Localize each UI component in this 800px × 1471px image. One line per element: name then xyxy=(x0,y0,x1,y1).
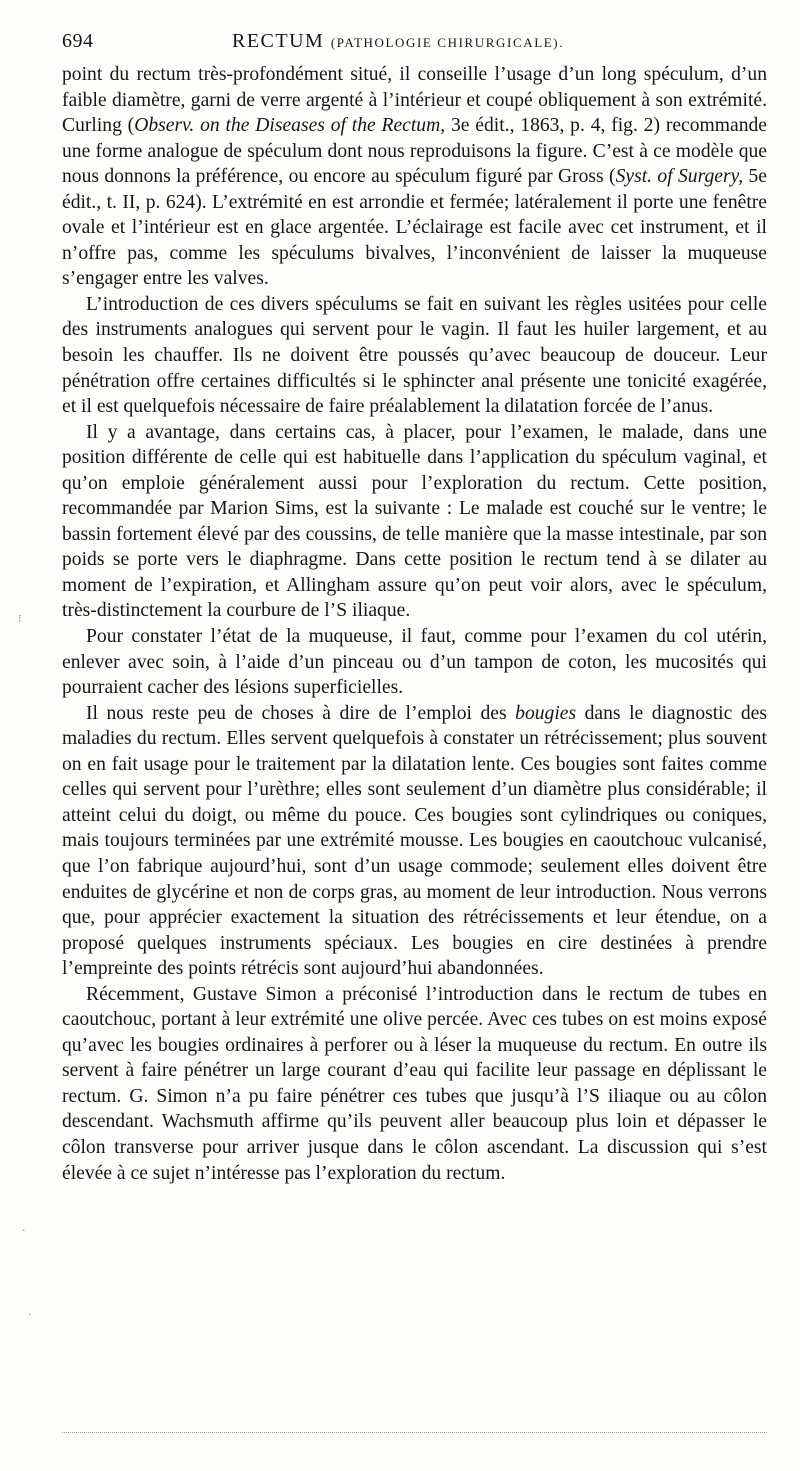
paragraph xyxy=(62,292,767,420)
text-run: L’introduction de ces divers spéculums se fait en suivant les règles usitées pour celle des instruments analogues qui servent pour le vagin. Il faut les huiler largement, et au besoin les chauffer. Ils ne doivent être poussés qu’avec beaucoup de douceur. Leur pénétration offre certaines difficultés si le sphincter anal présente une tonicité exagérée, et il est quelquefois nécessaire de faire préalablement la dilatation forcée de l’anus. xyxy=(62,293,767,418)
text-run: Récemment, Gustave Simon a préconisé l’introduction dans le rectum de tubes en caoutchouc, portant à leur extrémité une olive percée. Avec ces tubes on est moins exposé qu’avec les bougies ordinaires à perforer ou à léser la muqueuse du rectum. En outre ils servent à faire pénétrer un large courant d’eau qui facilite leur passage en déplissant le rectum. G. Simon n’a pu faire pénétrer ces tubes que jusqu’à l’S iliaque ou au côlon descendant. Wachsmuth affirme qu’ils peuvent aller beaucoup plus loin et dépasser le côlon transverse pour arriver jusque dans le côlon ascendant. La discussion qui s’est élevée à ce sujet n’intéresse pas l’exploration du rectum. xyxy=(62,983,767,1184)
running-title xyxy=(232,30,564,53)
running-header xyxy=(62,30,767,58)
italic-citation: Syst. of Surgery, xyxy=(615,166,744,188)
paragraph xyxy=(62,701,767,982)
text-run: dans le diagnostic des maladies du rectum. Elles servent quelquefois à constater un rétrécissement; plus souvent on en fait usage pour le traitement par la dilatation lente. Ces bougies sont faites comme celles qui servent pour l’urèthre; elles sont seulement d’un diamètre plus considérable; il atteint celui du doigt, ou même du pouce. Ces bougies sont cylindriques ou coniques, mais toujours terminées par une extrémité mousse. Les bougies en caoutchouc vulcanisé, que l’on fabrique aujourd’hui, sont d’un usage commode; seulement elles doivent être enduites de glycérine et non de corps gras, au moment de leur introduction. Nous verrons que, pour apprécier exactement la situation des rétrécissements et leur étendue, on a proposé quelques instruments spéciaux. Les bougies en cire destinées à prendre l’empreinte des points rétrécis sont aujourd’hui abandonnées. xyxy=(62,702,767,980)
margin-speck: · xyxy=(28,1308,32,1321)
paragraph xyxy=(62,420,767,624)
text-run: point du rectum très-profondément situé, il conseille l’usage d’un long spéculum, d’un faible diamètre, garni de verre argenté à l’intérieur et coupé obliquement à son extrémité. Curling ( xyxy=(62,64,767,137)
paragraph xyxy=(62,624,767,701)
text-run: Il y a avantage, dans certains cas, à placer, pour l’examen, le malade, dans une position différente de celle qui est habituelle dans l’application du spéculum vaginal, et qu’on emploie généralement aussi pour l’exploration du rectum. Cette position, recommandée par Marion Sims, est la suivante : Le malade est couché sur le ventre; le bassin fortement élevé par des coussins, de telle manière que la masse intestinale, par son poids se porte vers le diaphragme. Dans cette position le rectum tend à se dilater au moment de l’expiration, et Allingham assure qu’on peut voir alors, avec le spéculum, très-distinctement la courbure de l’S iliaque. xyxy=(62,421,767,622)
running-title-main: RECTUM xyxy=(232,30,325,52)
margin-speck: ⁝ xyxy=(18,612,22,625)
paragraph xyxy=(62,62,767,292)
italic-citation: bougies xyxy=(515,702,577,724)
paragraph xyxy=(62,982,767,1186)
italic-citation: Observ. on the Diseases of the Rectum, xyxy=(134,115,446,137)
text-run: 5e édit., t. II, p. 624). L’extrémité en est arrondie et fermée; latéralement il porte une fenêtre ovale et l’intérieur est en glace argentée. L’éclairage est facile avec cet instrument, et il n’offre pas, comme les spéculums bivalves, l’inconvénient de laisser la muqueuse s’engager entre les valves. xyxy=(62,166,767,290)
bottom-dotted-rule xyxy=(62,1432,767,1433)
text-run: Pour constater l’état de la muqueuse, il faut, comme pour l’examen du col utérin, enlever avec soin, à l’aide d’un pinceau ou d’un tampon de coton, les mucosités qui pourraient cacher des lésions superficielles. xyxy=(62,626,767,699)
margin-speck: · xyxy=(22,1224,26,1237)
body-text xyxy=(62,62,767,1186)
page-number: 694 xyxy=(62,30,94,52)
text-run: 3e édit., 1863, p. 4, fig. 2) recommande une forme analogue de spéculum dont nous reproduisons la figure. C’est à ce modèle que nous donnons la préférence, ou encore au spéculum figuré par Gross ( xyxy=(62,115,768,188)
running-title-subtitle: (PATHOLOGIE CHIRURGICALE). xyxy=(330,35,565,50)
text-run: Il nous reste peu de choses à dire de l’emploi des xyxy=(86,702,516,724)
